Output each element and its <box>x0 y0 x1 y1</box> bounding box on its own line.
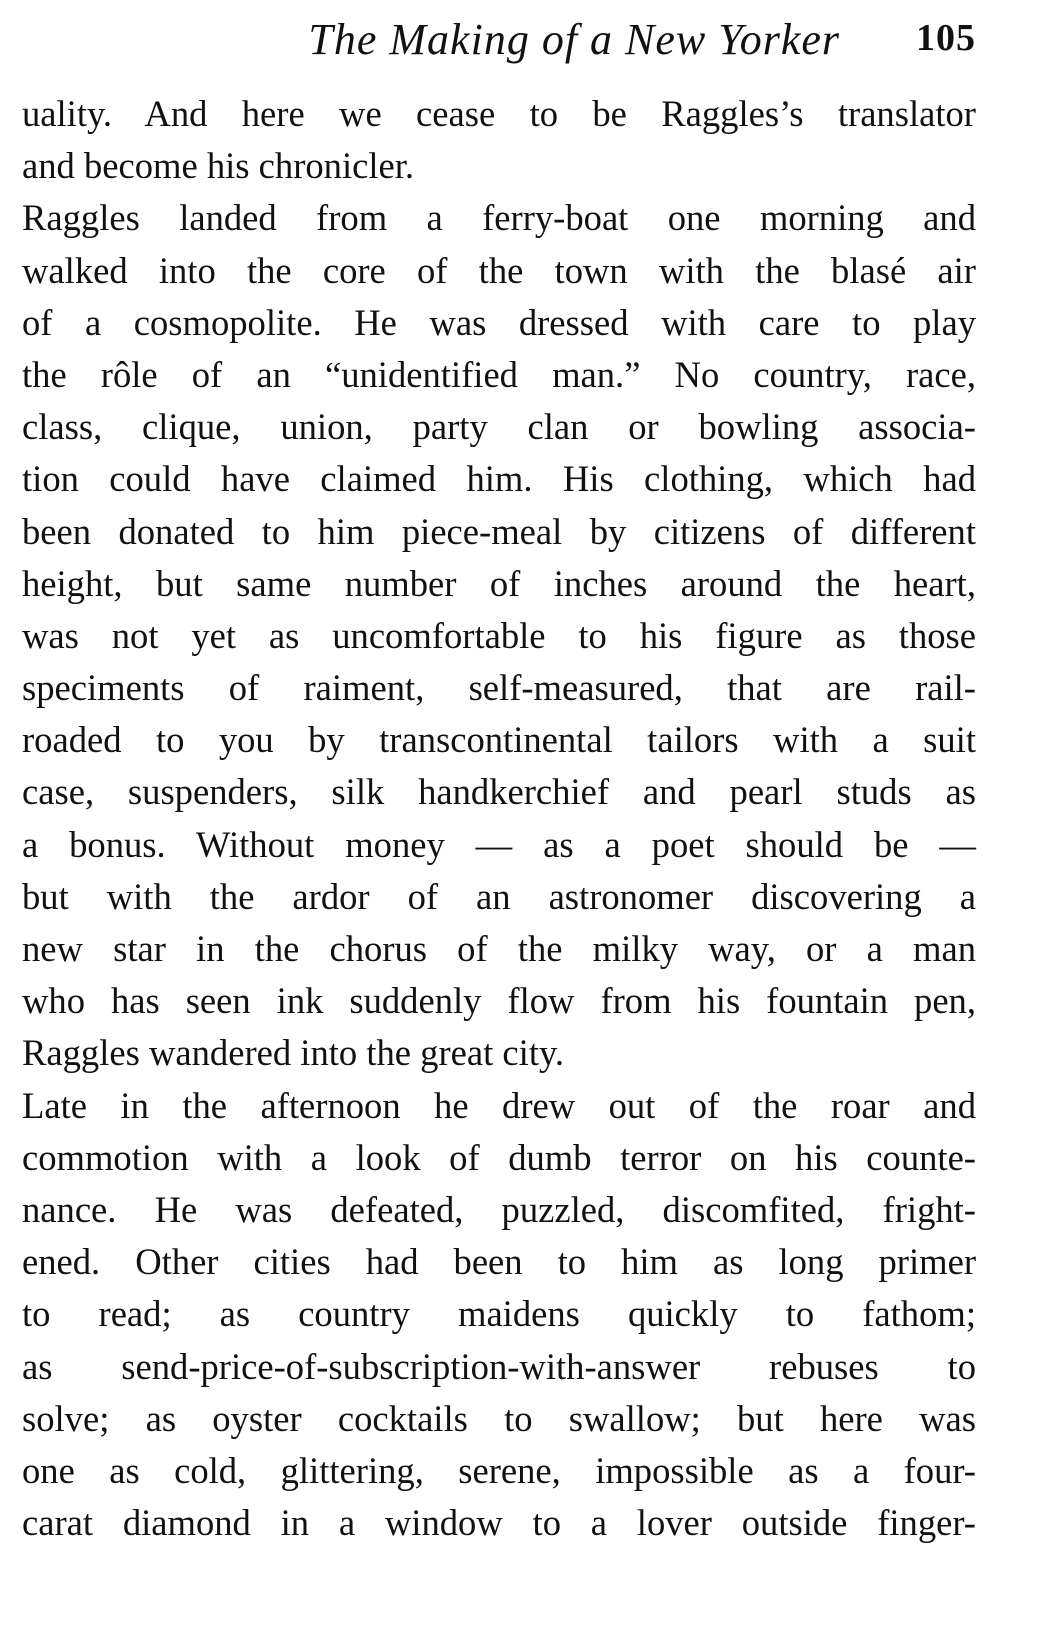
text-line: Raggles landed from a ferry-boat one morning and <box>22 197 976 239</box>
text-line: the rôle of an “unidentified man.” No country, race, <box>22 353 976 395</box>
text-line: was not yet as uncomfortable to his figure as those <box>22 614 976 656</box>
text-line: nance. He was defeated, puzzled, discomfited, fright- <box>22 1188 976 1230</box>
text-line: of a cosmopolite. He was dressed with care to play <box>22 301 976 343</box>
text-line: tion could have claimed him. His clothing, which had <box>22 458 976 500</box>
text-line: new star in the chorus of the milky way, or a man <box>22 928 976 969</box>
text-line: uality. And here we cease to be Raggles’s translator <box>22 93 976 134</box>
text-line: case, suspenders, silk handkerchief and pearl studs as <box>22 771 976 813</box>
text-line: who has seen ink suddenly flow from his fountain pen, <box>22 980 976 1022</box>
text-line: Late in the afternoon he drew out of the roar and <box>22 1084 976 1126</box>
body-text <box>22 88 976 1549</box>
page-number: 105 <box>916 17 976 59</box>
text-line: Raggles wandered into the great city. <box>22 1032 565 1074</box>
running-title: The Making of a New Yorker <box>308 15 840 64</box>
text-line: carat diamond in a window to a lover outside finger- <box>22 1502 976 1544</box>
book-page <box>22 14 976 1549</box>
text-line: commotion with a look of dumb terror on his counte- <box>22 1136 976 1178</box>
text-line: a bonus. Without money — as a poet should be — <box>22 823 976 865</box>
text-line: walked into the core of the town with the blasé air <box>22 249 976 291</box>
text-line: roaded to you by transcontinental tailors with a suit <box>22 719 976 761</box>
text-line: speciments of raiment, self-measured, that are rail- <box>22 667 976 709</box>
text-line: class, clique, union, party clan or bowling associa- <box>22 406 976 448</box>
text-line: ened. Other cities had been to him as long primer <box>22 1241 976 1283</box>
text-line: but with the ardor of an astronomer discovering a <box>22 875 976 917</box>
text-line: as send-price-of-subscription-with-answer rebuses to <box>22 1345 976 1387</box>
text-line: one as cold, glittering, serene, impossible as a four- <box>22 1449 976 1491</box>
text-line: and become his chronicler. <box>22 145 415 187</box>
text-line: solve; as oyster cocktails to swallow; but here was <box>22 1397 976 1439</box>
text-line: been donated to him piece-meal by citizens of different <box>22 510 976 552</box>
text-line: height, but same number of inches around the heart, <box>22 562 976 604</box>
text-line: to read; as country maidens quickly to fathom; <box>22 1293 976 1335</box>
running-head <box>22 14 976 88</box>
